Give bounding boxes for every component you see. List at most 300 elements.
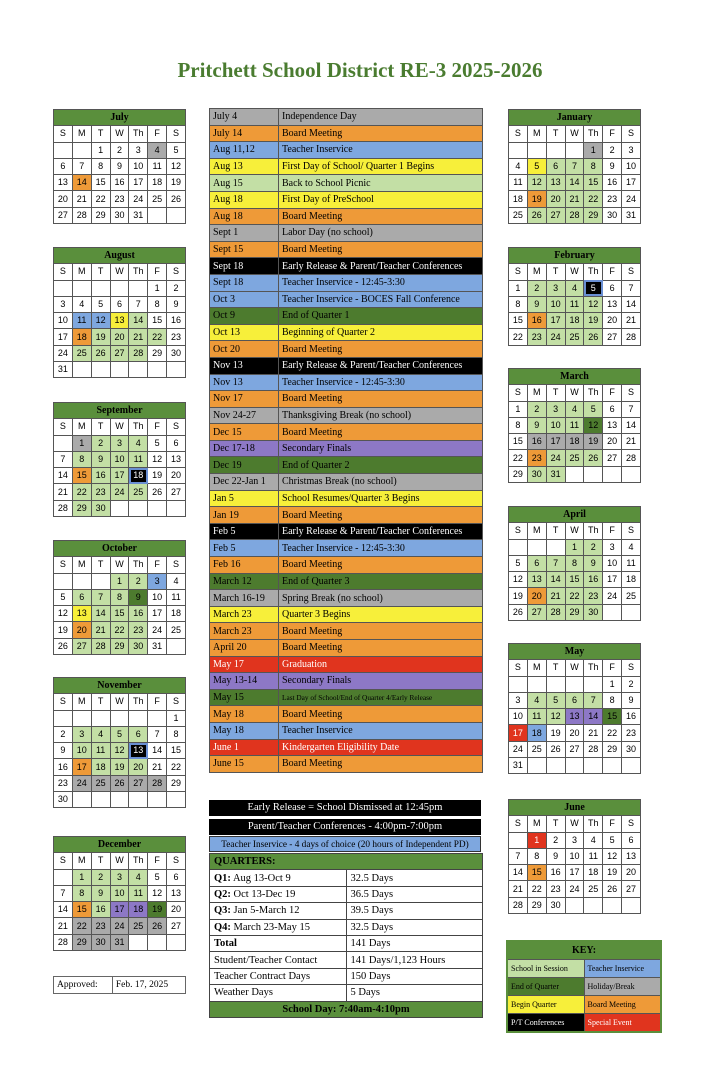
contract-label: Teacher Contract Days [210, 968, 347, 984]
day-cell: 19 [54, 622, 73, 638]
day-cell [167, 362, 186, 378]
day-cell: 30 [603, 207, 622, 223]
day-cell: 3 [72, 726, 91, 742]
event-name: Board Meeting [279, 341, 483, 358]
day-cell: 13 [603, 296, 622, 312]
day-cell: 19 [527, 191, 546, 207]
weekday-header: W [110, 694, 129, 710]
day-cell [622, 758, 641, 774]
total-label: Total [210, 935, 347, 951]
weekday-header: F [603, 385, 622, 401]
day-cell: 19 [546, 725, 565, 741]
day-cell [167, 934, 186, 950]
day-cell [148, 500, 167, 516]
event-row [210, 673, 483, 690]
day-cell: 2 [54, 726, 73, 742]
day-cell: 15 [527, 865, 546, 881]
weekday-header: W [110, 853, 129, 869]
day-cell: 16 [527, 434, 546, 450]
event-row [210, 557, 483, 574]
day-cell: 21 [54, 484, 73, 500]
day-cell: 20 [622, 865, 641, 881]
day-cell: 5 [91, 296, 110, 312]
day-cell [167, 207, 186, 223]
day-cell: 21 [565, 191, 584, 207]
event-name: End of Quarter 2 [279, 457, 483, 474]
quarter-1-range: Q1: Aug 13-Oct 9 [210, 870, 347, 886]
weekday-header: W [565, 660, 584, 676]
day-cell: 1 [72, 869, 91, 885]
day-cell: 22 [72, 918, 91, 934]
event-row [210, 258, 483, 275]
day-cell [527, 539, 546, 555]
day-cell: 18 [148, 175, 167, 191]
day-cell: 10 [72, 743, 91, 759]
day-cell: 29 [167, 775, 186, 791]
day-cell [91, 573, 110, 589]
day-cell: 20 [129, 759, 148, 775]
day-cell [72, 710, 91, 726]
day-cell: 30 [129, 638, 148, 654]
day-cell: 14 [622, 417, 641, 433]
day-cell: 8 [509, 417, 528, 433]
day-cell [565, 142, 584, 158]
weekday-header: W [110, 419, 129, 435]
day-cell: 7 [584, 692, 603, 708]
day-cell: 29 [72, 934, 91, 950]
weekday-header: Th [584, 385, 603, 401]
day-cell [603, 604, 622, 620]
day-cell: 1 [148, 280, 167, 296]
month-title: July [54, 110, 186, 126]
day-cell: 9 [546, 848, 565, 864]
day-cell: 13 [603, 417, 622, 433]
day-cell: 18 [129, 468, 148, 484]
day-cell: 3 [110, 869, 129, 885]
day-cell: 14 [91, 606, 110, 622]
day-cell: 11 [91, 743, 110, 759]
day-cell [565, 758, 584, 774]
day-cell: 25 [129, 918, 148, 934]
day-cell [91, 792, 110, 808]
day-cell: 24 [148, 622, 167, 638]
event-name: Secondary Finals [279, 673, 483, 690]
weekday-header: S [509, 385, 528, 401]
day-cell: 6 [622, 832, 641, 848]
day-cell: 1 [509, 401, 528, 417]
day-cell: 30 [54, 792, 73, 808]
day-cell: 3 [603, 539, 622, 555]
weekday-header: M [72, 264, 91, 280]
event-date: Aug 11,12 [210, 142, 279, 159]
day-cell: 4 [129, 435, 148, 451]
weekday-header: T [91, 126, 110, 142]
calendar-august [53, 247, 186, 378]
day-cell [129, 934, 148, 950]
weekday-header: F [148, 853, 167, 869]
day-cell: 20 [546, 191, 565, 207]
weekday-header: S [167, 557, 186, 573]
day-cell: 8 [167, 726, 186, 742]
event-name: Back to School Picnic [279, 175, 483, 192]
day-cell: 12 [148, 451, 167, 467]
day-cell: 3 [546, 401, 565, 417]
weekday-header: Th [129, 126, 148, 142]
day-cell: 23 [167, 329, 186, 345]
day-cell: 12 [603, 848, 622, 864]
day-cell: 12 [148, 885, 167, 901]
day-cell: 11 [622, 555, 641, 571]
day-cell: 24 [603, 588, 622, 604]
event-row [210, 507, 483, 524]
day-cell: 18 [584, 865, 603, 881]
day-cell: 19 [110, 759, 129, 775]
day-cell: 17 [603, 572, 622, 588]
weekday-header: M [527, 126, 546, 142]
day-cell: 15 [72, 902, 91, 918]
month-title: December [54, 837, 186, 853]
event-row [210, 540, 483, 557]
day-cell: 2 [91, 435, 110, 451]
weekday-header: S [622, 816, 641, 832]
day-cell: 27 [72, 638, 91, 654]
day-cell [54, 710, 73, 726]
inservice-note: Teacher Inservice - 4 days of choice (20 hours of Independent PD) [209, 836, 481, 852]
day-cell: 27 [603, 450, 622, 466]
event-row [210, 474, 483, 491]
day-cell: 30 [91, 500, 110, 516]
weekday-header: W [565, 816, 584, 832]
day-cell: 10 [54, 313, 73, 329]
day-cell: 30 [584, 604, 603, 620]
day-cell: 8 [603, 692, 622, 708]
event-row [210, 490, 483, 507]
day-cell: 6 [603, 280, 622, 296]
day-cell: 23 [584, 588, 603, 604]
day-cell: 9 [167, 296, 186, 312]
key-school-in-session: School in Session [507, 960, 584, 978]
day-cell [91, 362, 110, 378]
day-cell: 2 [603, 142, 622, 158]
weekday-header: F [603, 816, 622, 832]
day-cell: 4 [91, 726, 110, 742]
day-cell: 9 [603, 158, 622, 174]
event-row [210, 640, 483, 657]
event-name: Board Meeting [279, 391, 483, 408]
event-name: Early Release & Parent/Teacher Conferences [279, 523, 483, 540]
day-cell [509, 832, 528, 848]
event-row [210, 424, 483, 441]
day-cell [148, 207, 167, 223]
event-name: Teacher Inservice - 12:45-3:30 [279, 274, 483, 291]
weekday-header: Th [129, 853, 148, 869]
event-name: Board Meeting [279, 208, 483, 225]
weekday-header: S [509, 523, 528, 539]
day-cell: 13 [167, 451, 186, 467]
key-special-event: Special Event [584, 1014, 661, 1033]
day-cell: 31 [622, 207, 641, 223]
event-name: First Day of School/ Quarter 1 Begins [279, 158, 483, 175]
day-cell: 13 [565, 709, 584, 725]
day-cell: 8 [148, 296, 167, 312]
day-cell: 24 [110, 484, 129, 500]
day-cell: 27 [546, 207, 565, 223]
event-name: Thanksgiving Break (no school) [279, 407, 483, 424]
event-name: Board Meeting [279, 241, 483, 258]
day-cell: 9 [622, 692, 641, 708]
weekday-header: S [167, 853, 186, 869]
weekday-header: T [91, 419, 110, 435]
day-cell: 22 [110, 622, 129, 638]
day-cell: 26 [110, 775, 129, 791]
weekday-header: W [565, 126, 584, 142]
event-name: Teacher Inservice - 12:45-3:30 [279, 540, 483, 557]
day-cell: 4 [167, 573, 186, 589]
weekday-header: Th [584, 660, 603, 676]
weekday-header: T [546, 264, 565, 280]
day-cell [509, 539, 528, 555]
event-date: March 23 [210, 623, 279, 640]
event-row [210, 407, 483, 424]
event-row [210, 756, 483, 773]
event-name: Beginning of Quarter 2 [279, 324, 483, 341]
day-cell: 6 [527, 555, 546, 571]
day-cell: 27 [527, 604, 546, 620]
day-cell [546, 676, 565, 692]
approved-date: Feb. 17, 2025 [112, 977, 185, 994]
day-cell: 30 [527, 466, 546, 482]
event-row [210, 623, 483, 640]
day-cell: 16 [91, 902, 110, 918]
event-date: June 1 [210, 739, 279, 756]
day-cell: 22 [91, 191, 110, 207]
day-cell: 13 [129, 743, 148, 759]
contract-value: 150 Days [346, 968, 483, 984]
day-cell: 16 [54, 759, 73, 775]
day-cell: 15 [584, 175, 603, 191]
weather-label: Weather Days [210, 985, 347, 1001]
event-row [210, 241, 483, 258]
event-name: Board Meeting [279, 424, 483, 441]
event-row [210, 341, 483, 358]
day-cell: 17 [565, 865, 584, 881]
day-cell: 23 [110, 191, 129, 207]
day-cell: 6 [546, 158, 565, 174]
day-cell: 22 [509, 329, 528, 345]
day-cell: 13 [622, 848, 641, 864]
day-cell: 17 [148, 606, 167, 622]
day-cell: 27 [110, 345, 129, 361]
event-date: Nov 24-27 [210, 407, 279, 424]
day-cell: 20 [167, 902, 186, 918]
event-date: Nov 13 [210, 374, 279, 391]
day-cell: 14 [72, 175, 91, 191]
event-name: Board Meeting [279, 125, 483, 142]
event-date: June 15 [210, 756, 279, 773]
day-cell: 30 [622, 741, 641, 757]
weekday-header: T [546, 523, 565, 539]
event-name: Kindergarten Eligibility Date [279, 739, 483, 756]
day-cell: 5 [546, 692, 565, 708]
day-cell: 12 [54, 606, 73, 622]
weekday-header: M [527, 523, 546, 539]
day-cell: 15 [72, 468, 91, 484]
day-cell: 10 [546, 417, 565, 433]
event-name: Teacher Inservice - 12:45-3:30 [279, 374, 483, 391]
day-cell: 15 [167, 743, 186, 759]
weekday-header: W [565, 523, 584, 539]
weekday-header: F [148, 264, 167, 280]
contact-label: Student/Teacher Contact [210, 952, 347, 968]
event-date: Aug 15 [210, 175, 279, 192]
page-title: Pritchett School District RE-3 2025-2026 [177, 58, 543, 82]
event-date: Nov 13 [210, 357, 279, 374]
weekday-header: M [72, 694, 91, 710]
day-cell: 23 [603, 191, 622, 207]
day-cell: 17 [72, 759, 91, 775]
event-row [210, 225, 483, 242]
day-cell [622, 466, 641, 482]
day-cell: 25 [72, 345, 91, 361]
day-cell [148, 934, 167, 950]
day-cell: 9 [91, 451, 110, 467]
day-cell [509, 676, 528, 692]
event-name: Board Meeting [279, 623, 483, 640]
event-date: Oct 3 [210, 291, 279, 308]
weekday-header: S [509, 126, 528, 142]
day-cell: 12 [91, 313, 110, 329]
weekday-header: Th [584, 816, 603, 832]
day-cell [167, 792, 186, 808]
day-cell: 25 [565, 329, 584, 345]
day-cell: 6 [129, 726, 148, 742]
day-cell: 29 [72, 500, 91, 516]
weekday-header: F [148, 557, 167, 573]
day-cell: 16 [603, 175, 622, 191]
day-cell: 2 [527, 280, 546, 296]
event-row [210, 324, 483, 341]
day-cell: 29 [148, 345, 167, 361]
event-date: Feb 5 [210, 540, 279, 557]
day-cell: 10 [129, 158, 148, 174]
key-teacher-inservice: Teacher Inservice [584, 960, 661, 978]
event-date: Nov 17 [210, 391, 279, 408]
event-name: Secondary Finals [279, 440, 483, 457]
weekday-header: M [527, 660, 546, 676]
day-cell: 10 [110, 885, 129, 901]
quarter-2-range: Q2: Oct 13-Dec 19 [210, 886, 347, 902]
day-cell: 20 [54, 191, 73, 207]
day-cell: 31 [148, 638, 167, 654]
day-cell: 11 [527, 709, 546, 725]
day-cell [72, 142, 91, 158]
day-cell: 10 [546, 296, 565, 312]
day-cell [54, 573, 73, 589]
weekday-header: W [565, 385, 584, 401]
day-cell: 23 [91, 484, 110, 500]
month-title: February [509, 248, 641, 264]
weekday-header: M [72, 853, 91, 869]
quarter-4-days: 32.5 Days [346, 919, 483, 935]
day-cell: 8 [91, 158, 110, 174]
day-cell: 24 [72, 775, 91, 791]
day-cell: 19 [509, 588, 528, 604]
event-date: Sept 18 [210, 274, 279, 291]
event-name: Graduation [279, 656, 483, 673]
day-cell: 11 [565, 417, 584, 433]
day-cell: 8 [509, 296, 528, 312]
day-cell: 22 [527, 881, 546, 897]
event-row [210, 656, 483, 673]
day-cell: 15 [91, 175, 110, 191]
day-cell: 12 [509, 572, 528, 588]
day-cell: 23 [622, 725, 641, 741]
day-cell: 6 [72, 589, 91, 605]
day-cell: 28 [509, 897, 528, 913]
day-cell: 26 [546, 741, 565, 757]
weekday-header: F [148, 419, 167, 435]
weekday-header: S [54, 694, 73, 710]
event-name: Spring Break (no school) [279, 590, 483, 607]
event-row [210, 590, 483, 607]
day-cell: 21 [148, 759, 167, 775]
day-cell: 27 [622, 881, 641, 897]
day-cell: 27 [54, 207, 73, 223]
weekday-header: S [622, 264, 641, 280]
weekday-header: S [54, 126, 73, 142]
month-title: November [54, 678, 186, 694]
approved-label: Approved: [54, 977, 113, 994]
event-date: Dec 22-Jan 1 [210, 474, 279, 491]
day-cell: 31 [509, 758, 528, 774]
weekday-header: S [509, 264, 528, 280]
day-cell: 1 [110, 573, 129, 589]
event-date: Feb 5 [210, 523, 279, 540]
weekday-header: Th [129, 694, 148, 710]
day-cell: 26 [527, 207, 546, 223]
day-cell: 18 [72, 329, 91, 345]
day-cell: 21 [622, 313, 641, 329]
day-cell: 25 [527, 741, 546, 757]
quarter-3-days: 39.5 Days [346, 903, 483, 919]
day-cell: 2 [91, 869, 110, 885]
weekday-header: M [527, 264, 546, 280]
event-name: Teacher Inservice [279, 142, 483, 159]
day-cell: 5 [603, 832, 622, 848]
weekday-header: M [72, 419, 91, 435]
day-cell: 3 [622, 142, 641, 158]
day-cell [72, 573, 91, 589]
day-cell [148, 362, 167, 378]
day-cell: 15 [603, 709, 622, 725]
weekday-header: Th [129, 419, 148, 435]
day-cell: 18 [509, 191, 528, 207]
day-cell: 24 [509, 741, 528, 757]
calendar-march [508, 368, 641, 483]
weekday-header: M [72, 557, 91, 573]
day-cell: 16 [546, 865, 565, 881]
day-cell: 16 [110, 175, 129, 191]
day-cell: 31 [110, 934, 129, 950]
day-cell [54, 280, 73, 296]
event-row [210, 457, 483, 474]
weekday-header: M [527, 816, 546, 832]
day-cell: 11 [72, 313, 91, 329]
day-cell: 12 [527, 175, 546, 191]
event-row [210, 606, 483, 623]
day-cell: 4 [72, 296, 91, 312]
event-row [210, 722, 483, 739]
